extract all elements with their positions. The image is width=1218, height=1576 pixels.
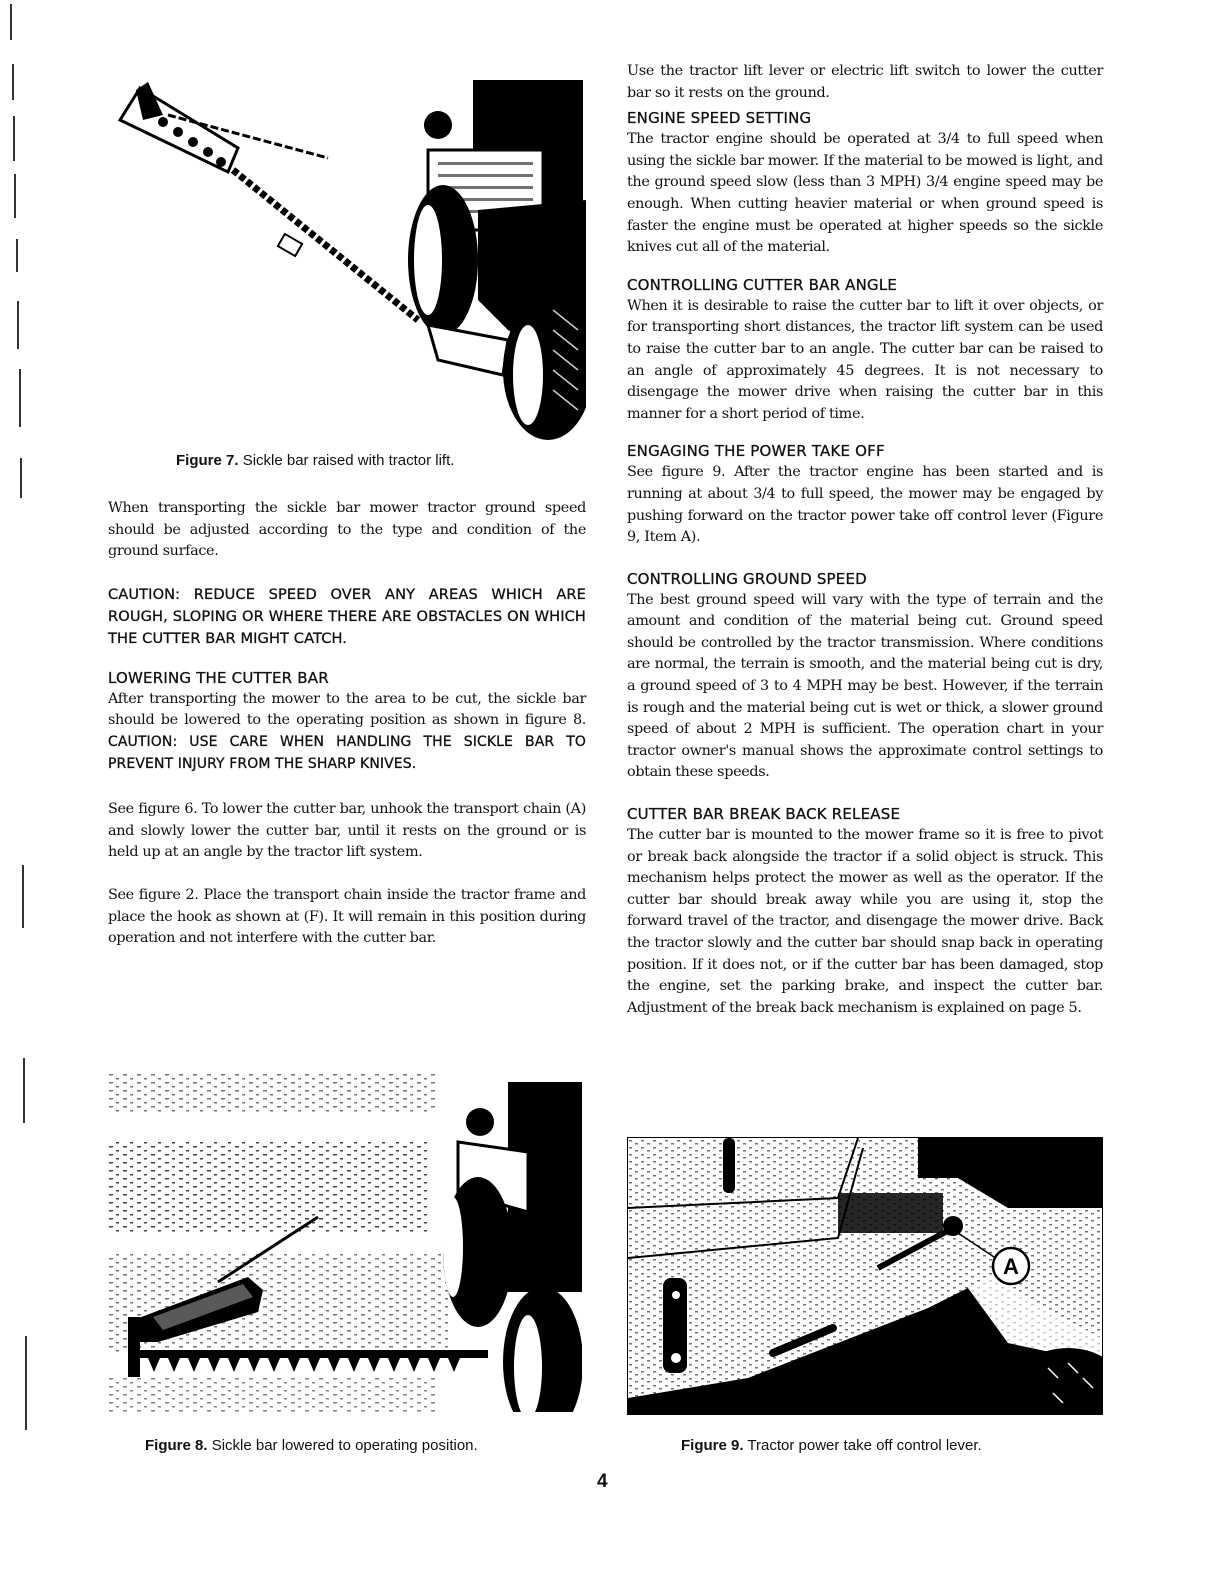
heading-cutter-bar-break-back-release: CUTTER BAR BREAK BACK RELEASE bbox=[627, 805, 901, 824]
heading-engaging-power-take-off: ENGAGING THE POWER TAKE OFF bbox=[627, 442, 885, 461]
ground-speed-paragraph: The best ground speed will vary with the type of terrain and the amount and condition of the material being cut. Ground speed should be controlled by the tractor transmission. Where conditions are normal, the terrain is smooth, and the material being cut is dry, a ground speed of 3 to 4 MPH may be best. However, if the terrain is rough and the material being cut is wet or thick, a slower ground speed of about 2 MPH is sufficient. The operation chart in your tractor owner's manual shows the approximate control settings to obtain these speeds. bbox=[627, 591, 1103, 781]
figure-9-caption bbox=[681, 1437, 982, 1454]
transport-paragraph: When transporting the sickle bar mower tractor ground speed should be adjusted according to the type and condition of the ground surface. bbox=[108, 500, 586, 560]
scan-margin-line bbox=[13, 116, 15, 161]
figure-9-illustration bbox=[627, 1137, 1103, 1415]
scan-margin-line bbox=[17, 301, 19, 349]
heading-lowering-cutter-bar: LOWERING THE CUTTER BAR bbox=[108, 668, 329, 687]
left-column-text bbox=[108, 498, 586, 950]
figure-7-illustration bbox=[108, 70, 586, 440]
scan-margin-line bbox=[14, 174, 16, 218]
see-figure-2-paragraph: See figure 2. Place the transport chain inside the tractor frame and place the hook as shown at (F). It will remain in this position during operation and not interfere with the cutter bar. bbox=[108, 886, 586, 947]
callout-a-label: A bbox=[1003, 1254, 1019, 1279]
figure-8-label: Figure 8. bbox=[145, 1437, 208, 1454]
heading-controlling-cutter-bar-angle: CONTROLLING CUTTER BAR ANGLE bbox=[627, 275, 898, 294]
figure-7-label: Figure 7. bbox=[176, 452, 239, 469]
scan-margin-line bbox=[19, 369, 21, 427]
lowering-text: After transporting the mower to the area to be cut, the sickle bar should be lowered to the operating position as shown in figure 8. bbox=[108, 690, 586, 729]
scan-margin-line bbox=[16, 239, 18, 272]
figure-9-label: Figure 9. bbox=[681, 1437, 744, 1454]
scan-margin-line bbox=[22, 865, 24, 928]
figure-7-caption bbox=[176, 452, 454, 469]
power-take-off-paragraph: See figure 9. After the tractor engine has been started and is running at about 3/4 to full speed, the mower may be engaged by pushing forward on the tractor power take off control lever (Figure 9, Item A). bbox=[627, 464, 1103, 546]
page-number: 4 bbox=[597, 1471, 608, 1492]
right-column-text bbox=[627, 61, 1103, 1019]
scan-margin-line bbox=[12, 64, 14, 100]
see-figure-6-paragraph: See figure 6. To lower the cutter bar, unhook the transport chain (A) and slowly lower the cutter bar, until it rests on the ground or is held up at an angle by the tractor lift system. bbox=[108, 801, 586, 861]
lift-intro-paragraph: Use the tractor lift lever or electric lift switch to lower the cutter bar so it rests on the ground. bbox=[627, 63, 1103, 101]
engine-speed-paragraph: The tractor engine should be operated at 3/4 to full speed when using the sickle bar mower. If the material to be mowed is light, and the ground speed slow (less than 3 MPH) 3/4 engine speed may be enough. When cutting heavier material or when ground speed is faster the engine must be operated at higher speeds so the sickle knives cut all of the material. bbox=[627, 131, 1103, 256]
caution-transport: CAUTION: REDUCE SPEED OVER ANY AREAS WHICH ARE ROUGH, SLOPING OR WHERE THERE ARE OBSTACLES ON WHICH THE CUTTER BAR MIGHT CATCH. bbox=[108, 585, 586, 647]
heading-engine-speed-setting: ENGINE SPEED SETTING bbox=[627, 109, 812, 128]
figure-7-caption-text: Sickle bar raised with tractor lift. bbox=[242, 452, 455, 469]
figure-8-illustration bbox=[108, 1072, 582, 1412]
figure-8-caption-text: Sickle bar lowered to operating position. bbox=[211, 1437, 478, 1454]
scan-margin-line bbox=[10, 4, 12, 40]
scan-margin-line bbox=[23, 1058, 25, 1123]
caution-handling: CAUTION: USE CARE WHEN HANDLING THE SICKLE BAR TO PREVENT INJURY FROM THE SHARP KNIVES. bbox=[108, 733, 586, 772]
lowering-paragraph bbox=[108, 689, 586, 775]
heading-controlling-ground-speed: CONTROLLING GROUND SPEED bbox=[627, 569, 867, 588]
break-back-paragraph: The cutter bar is mounted to the mower frame so it is free to pivot or break back alongside the tractor if a solid object is struck. This mechanism helps protect the mower as well as the operator. If the cutter bar should break away while you are using it, stop the forward travel of the tractor, and disengage the mower drive. Back the tractor slowly and the cutter bar should snap back in operating position. If it does not, or if the cutter bar has been damaged, stop the engine, set the parking brake, and inspect the cutter bar. Adjustment of the break back mechanism is explained on page 5. bbox=[627, 827, 1103, 1016]
scan-margin-line bbox=[25, 1336, 27, 1430]
figure-8-caption bbox=[145, 1437, 478, 1454]
scan-margin-line bbox=[20, 458, 22, 498]
figure-9-caption-text: Tractor power take off control lever. bbox=[747, 1437, 982, 1454]
cutter-bar-angle-paragraph: When it is desirable to raise the cutter bar to lift it over objects, or for transporting short distances, the tractor lift system can be used to raise the cutter bar to an angle. The cutter bar can be raised to an angle of approximately 45 degrees. It is not necessary to disengage the mower drive when raising the cutter bar in this manner for a short period of time. bbox=[627, 297, 1103, 422]
